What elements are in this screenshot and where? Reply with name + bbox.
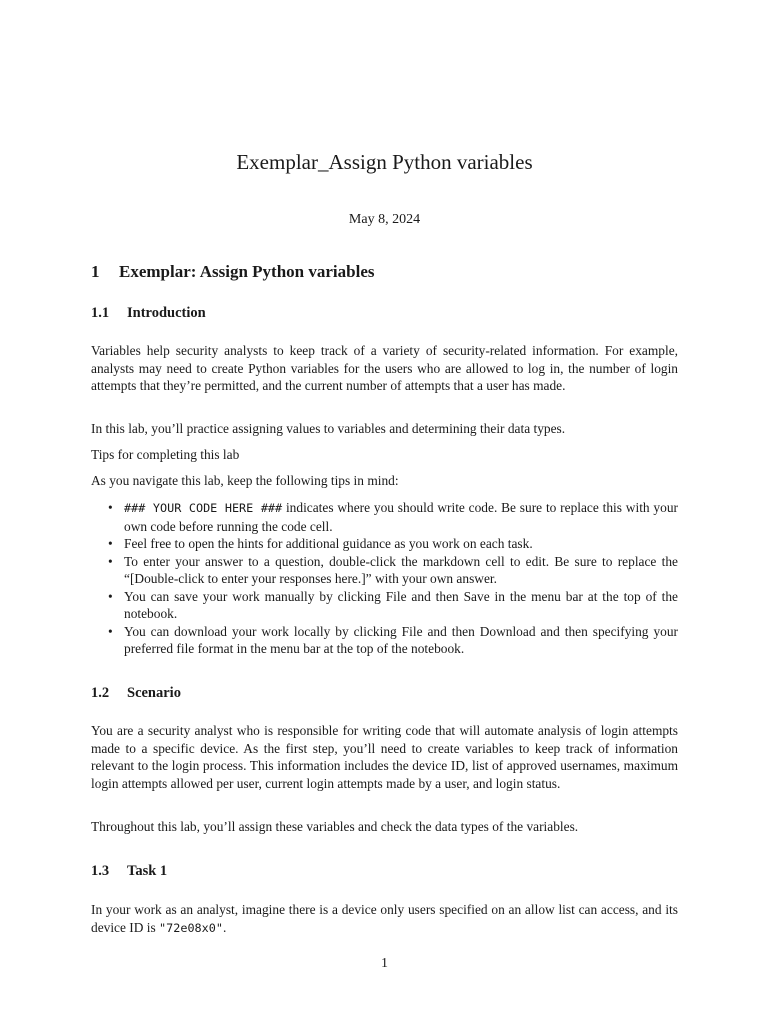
bullet-icon: • <box>108 623 113 639</box>
subsection-number: 1.2 <box>91 685 110 701</box>
subsection-title: Introduction <box>127 305 206 321</box>
subsection-number: 1.1 <box>91 305 110 321</box>
bullet-icon: • <box>108 500 113 515</box>
tips-heading-text: Tips for completing this lab <box>91 447 240 462</box>
document-page <box>91 0 678 1024</box>
tip-text: To enter your answer to a question, double-click the markdown cell to edit. Be sure to replace the “[Double-click to enter your responses here.]” with your own answer. <box>124 553 678 586</box>
bullet-icon: • <box>108 553 113 569</box>
scenario-summary-paragraph: Throughout this lab, you’ll assign these variables and check the data types of the variables. <box>91 819 579 834</box>
subsection-title: Task 1 <box>127 863 168 879</box>
subsection-heading-task-1 <box>91 863 167 880</box>
bullet-icon: • <box>108 588 113 604</box>
tip-text: indicates where you should write code. Be sure to replace this with your own code before running the code cell. <box>124 500 678 534</box>
subsection-title: Scenario <box>127 685 181 701</box>
tip-code: ### YOUR CODE HERE ### <box>124 501 283 515</box>
device-id-code: "72e08x0" <box>159 920 223 935</box>
tips-list <box>91 499 678 658</box>
lab-purpose-paragraph: In this lab, you’ll practice assigning values to variables and determining their data types. <box>91 421 566 436</box>
tip-list-item <box>91 623 678 658</box>
task-1-period: . <box>222 919 227 935</box>
bullet-icon: • <box>108 536 113 551</box>
tip-text: Feel free to open the hints for additional guidance as you work on each task. <box>124 536 533 551</box>
tip-text: You can save your work manually by clicking File and then Save in the menu bar at the top of the notebook. <box>124 588 678 621</box>
section-title: Exemplar: Assign Python variables <box>119 262 375 281</box>
subsection-heading-scenario <box>91 685 181 702</box>
tips-intro-paragraph: As you navigate this lab, keep the following tips in mind: <box>91 473 399 488</box>
tip-list-item <box>91 553 678 588</box>
subsection-number: 1.3 <box>91 863 110 879</box>
document-date: May 8, 2024 <box>348 212 421 227</box>
tip-list-item <box>91 499 678 535</box>
intro-paragraph: Variables help security analysts to keep track of a variety of security-related information. For example, analysts may need to create Python variables for the users who are allowed to log in, the number of login attempts that they’re permitted, and the current number of attempts that a user has made. <box>91 343 678 393</box>
subsection-heading-introduction <box>91 305 206 322</box>
tip-list-item <box>91 588 678 623</box>
section-number: 1 <box>91 262 100 281</box>
page-number: 1 <box>381 956 388 971</box>
task-1-paragraph <box>91 901 678 937</box>
tip-list-item <box>91 535 678 553</box>
section-heading-1 <box>91 262 375 282</box>
scenario-paragraph: You are a security analyst who is responsible for writing code that will automate analysis of login attempts made to a specific device. As the first step, you’ll need to create variables to keep track of information relevant to the login process. This information includes the device ID, list of approved usernames, maximum login attempts allowed per user, current login attempts made by a user, and login status. <box>91 723 678 791</box>
document-title: Exemplar_Assign Python variables <box>236 150 533 174</box>
task-1-text: In your work as an analyst, imagine there is a device only users specified on an allow list can access, and its device ID is <box>91 902 678 935</box>
tip-text: You can download your work locally by clicking File and then Download and then specifying your preferred file format in the menu bar at the top of the notebook. <box>124 623 678 656</box>
